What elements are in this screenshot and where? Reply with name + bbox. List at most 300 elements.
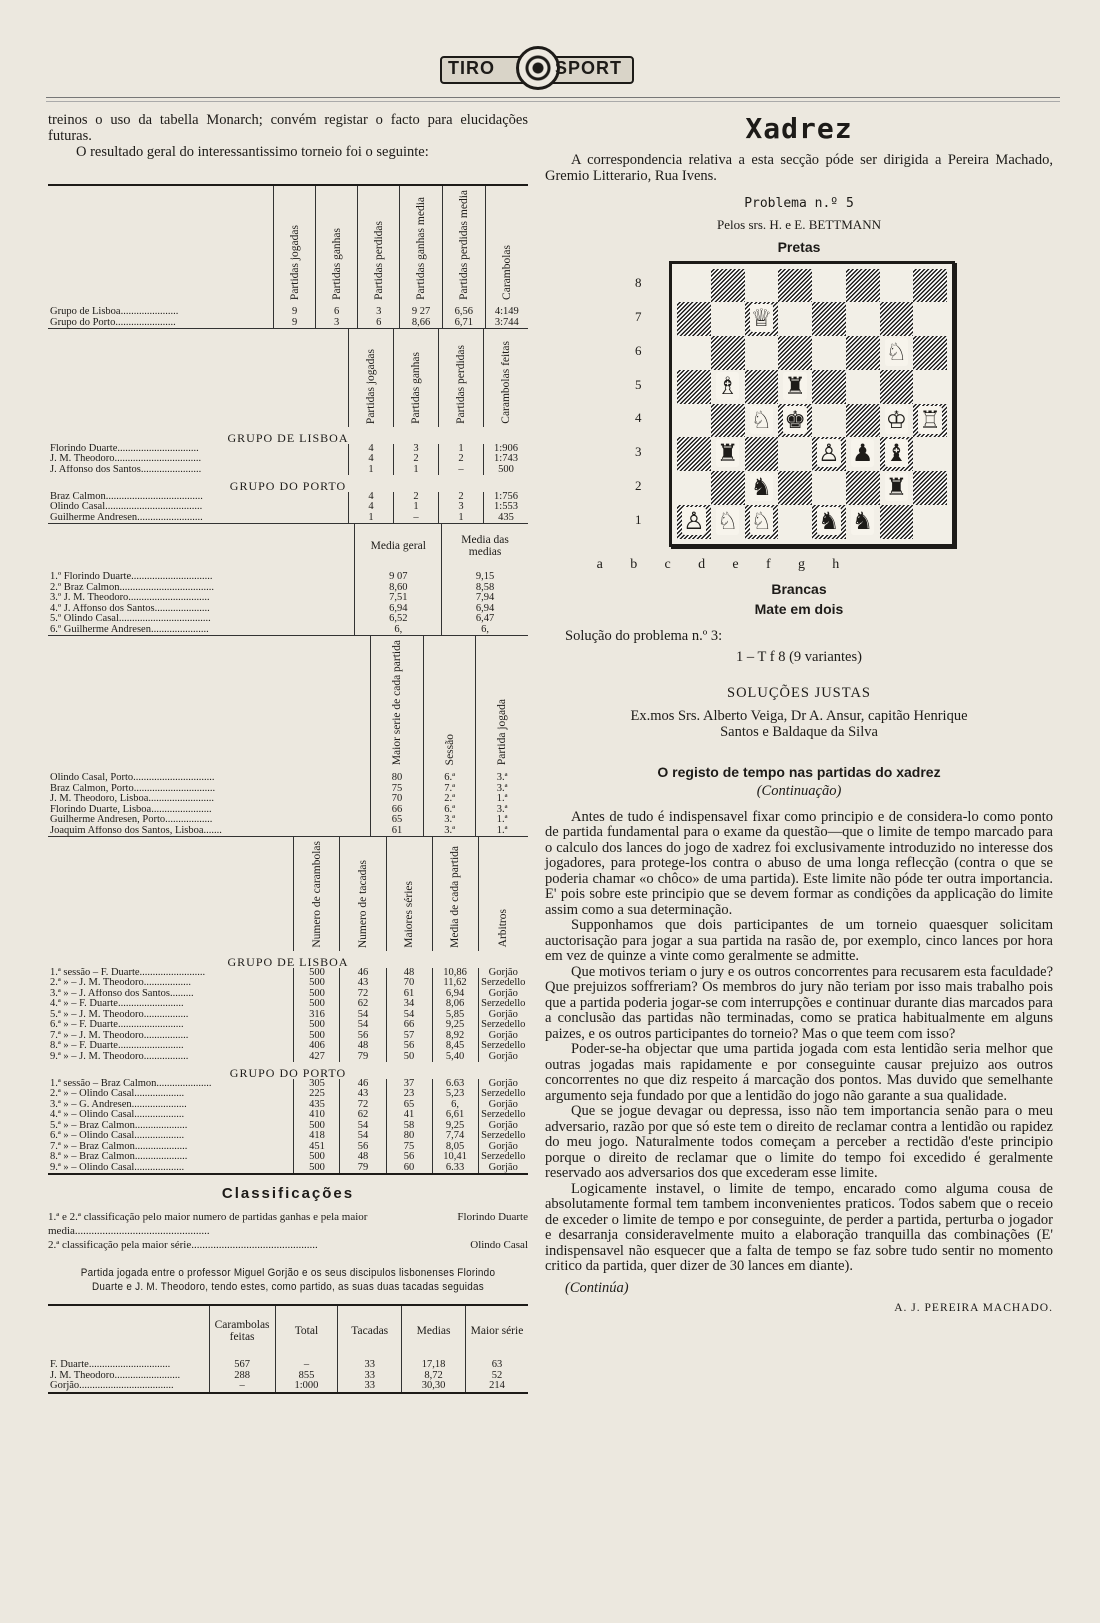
column-header-label: Arbitros [497, 909, 510, 948]
cell-value: 33 [338, 1371, 402, 1382]
white-label: Brancas [771, 580, 827, 597]
square-e3 [812, 437, 846, 471]
cell-value: 33 [338, 1381, 402, 1393]
cell-value: Gorjão [478, 1079, 528, 1090]
group-heading: GRUPO DE LISBOA [227, 955, 349, 970]
cell-value: 7.ª [423, 784, 476, 795]
column-header [386, 837, 432, 952]
cell-value: 57 [386, 1031, 432, 1042]
row-label: 2.ª » – Olindo Casal................... [50, 1089, 185, 1100]
row-label: Olindo Casal, Porto............................... [50, 772, 215, 784]
column-header-label: Partidas ganhas [410, 352, 422, 424]
cell-value: 63 [465, 1356, 528, 1371]
cell-value: 46 [340, 1079, 386, 1090]
header-spacer [48, 524, 355, 569]
header-row [48, 837, 528, 952]
square-d3 [778, 437, 812, 471]
row-label: Gorjão.................................... [48, 1381, 209, 1393]
sessions-table [48, 836, 528, 1175]
group-heading: GRUPO DO PORTO [229, 1066, 347, 1081]
row-label: 3.º J. M. Theodoro............................... [50, 593, 210, 604]
square-a5 [677, 370, 711, 404]
square-g1 [880, 505, 914, 539]
cell-value: 6,56 [442, 303, 485, 318]
table-row [48, 1052, 528, 1063]
row-label: 9.ª » – J. M. Theodoro................. [50, 1051, 189, 1062]
header-spacer [48, 185, 274, 303]
cell-value: Gorjão [478, 1142, 528, 1153]
table-row [48, 1381, 528, 1393]
article-paragraph: Logicamente instavel, o limite de tempo, encarado como alguma cousa de absolutamente formal tem tambem inconvenientes praticos. Todos sabem que o receio de exceder o limite de tempo e por conseguinte, de perder a partida, perturba o jogador e desarranja consideravelmente muito a elaboração tranquilla das combinações (E' indispensavel não esquecer que a falta de tempo se faz sobre tudo sentir no momento critico da partida, quer dizer de 30 lances em diante). [545, 1180, 1053, 1274]
cell-value: 70 [386, 978, 432, 989]
cell-value: 1.ª [476, 794, 528, 805]
cell-value: 1.ª [476, 815, 528, 826]
cell-value: 30,30 [402, 1381, 466, 1393]
square-f1 [846, 505, 880, 539]
cell-value: 4 [349, 492, 394, 503]
cell-value: 225 [294, 1089, 340, 1100]
chess-piece-icon: ♗ [716, 371, 739, 400]
chess-piece-icon: ♟ [851, 439, 874, 468]
cell-value: 3.ª [423, 826, 476, 837]
cell-value: 6,94 [355, 604, 442, 615]
article-paragraph: Que motivos teriam o jury e os outros concorrentes para recusarem esta faculdade? Que prejuizos soffreriam? Os membros do jury não teriam por isso mais trabalho pois que a partida poderia jogar-se com interrupções e continuar durante dias marcados para a conclusão das partidas não terminadas, como se pratica habitualmente em alguns paizes, e os outros participantes do torneio? Mas o que teem com isso? [545, 963, 1053, 1042]
rank-label: 2 [635, 477, 642, 493]
cell-value: Gorjão [478, 1052, 528, 1063]
header-rule-thin [46, 101, 1060, 102]
intro-text [48, 112, 528, 160]
cell-value: 17,18 [402, 1356, 466, 1371]
cell-value: 6.ª [423, 769, 476, 784]
cell-value: 8,72 [402, 1371, 466, 1382]
square-f8 [846, 269, 880, 303]
cell-value: 288 [209, 1371, 275, 1382]
table-row [48, 593, 528, 604]
cell-value: 500 [294, 1121, 340, 1132]
row-label: 5.ª » – J. M. Theodoro................. [50, 1009, 189, 1020]
row-label: J. M. Theodoro................................. [50, 454, 202, 465]
chess-piece-icon: ♜ [784, 371, 806, 400]
cell-value: 58 [386, 1121, 432, 1132]
black-label: Pretas [777, 238, 821, 255]
row-label: J. Affonso dos Santos....................... [50, 464, 202, 475]
group-heading: GRUPO DO PORTO [229, 479, 347, 494]
cell-value: Gorjão [478, 1100, 528, 1111]
cell-value: 56 [340, 1031, 386, 1042]
square-f6 [846, 336, 880, 370]
column-header [476, 636, 528, 769]
cell-value: 9 [274, 303, 316, 318]
article-body [545, 810, 1053, 1275]
group-heading: GRUPO DE LISBOA [227, 431, 349, 446]
table-row [48, 492, 528, 503]
square-d2 [778, 471, 812, 505]
square-c2 [745, 471, 779, 505]
square-h7 [913, 302, 947, 336]
square-f5 [846, 370, 880, 404]
column-header-label: Carambolas feitas [500, 341, 512, 424]
cell-value: Serzedello [478, 1110, 528, 1121]
square-e4 [812, 404, 846, 438]
cell-value: 6 [358, 318, 400, 329]
cell-value: 50 [386, 1052, 432, 1063]
row-label: 4.ª » – F. Duarte......................... [50, 999, 184, 1010]
intro-paragraph-2: O resultado geral do interessantissimo torneio foi o seguinte: [76, 144, 429, 160]
square-d6 [778, 336, 812, 370]
cell-value: 79 [340, 1163, 386, 1175]
table-row [48, 303, 528, 318]
cell-value: 9 07 [355, 568, 442, 583]
solutions-title: SOLUÇÕES JUSTAS [727, 684, 871, 701]
header-row [48, 636, 528, 769]
cell-value: 500 [294, 968, 340, 979]
cell-value: Serzedello [478, 1131, 528, 1142]
best-series-table [48, 635, 528, 836]
cell-value: 1:743 [484, 454, 529, 465]
cell-value: 1:906 [484, 444, 529, 455]
rank-label: 1 [635, 511, 642, 527]
square-f3 [846, 437, 880, 471]
classification-text: 2.ª classificação pela maior série.............................................. [48, 1239, 318, 1252]
cell-value: 427 [294, 1052, 340, 1063]
group-row [48, 475, 528, 492]
column-header-label: Partidas jogadas [365, 348, 377, 424]
row-label: 8.ª » – F. Duarte......................... [50, 1041, 184, 1052]
header-rule [46, 97, 1060, 98]
file-label: a [596, 556, 603, 572]
square-h2 [913, 471, 947, 505]
group-row [48, 1062, 528, 1079]
square-a8 [677, 269, 711, 303]
row-label: 7.ª » – Braz Calmon.................... [50, 1141, 188, 1152]
column-header-label: Partidas ganhas media [415, 197, 428, 300]
row-label: 4.º J. Affonso dos Santos..................... [50, 603, 210, 614]
file-label: g [797, 556, 805, 572]
square-a4 [677, 404, 711, 438]
table-row [48, 794, 528, 805]
solution-label: Solução do problema n.º 3: [565, 627, 723, 644]
chess-piece-icon: ♚ [784, 405, 806, 434]
column-header [484, 329, 529, 428]
column-header-label: Media de cada partida [449, 845, 462, 948]
row-label: Grupo do Porto....................... [50, 317, 176, 328]
table-row [48, 625, 528, 636]
cell-value: 435 [484, 513, 529, 524]
table-row [48, 568, 528, 583]
classification-list [48, 1210, 528, 1252]
cell-value: 43 [340, 1089, 386, 1100]
row-label: 3.ª » – J. Affonso dos Santos......... [50, 988, 194, 999]
row-label: Braz Calmon, Porto............................... [50, 783, 216, 794]
table-row [48, 1371, 528, 1382]
square-a1 [677, 505, 711, 539]
cell-value: 500 [294, 1031, 340, 1042]
table-row [48, 513, 528, 524]
column-header: Carambolas feitas [209, 1305, 275, 1356]
cell-value: 3.ª [476, 769, 528, 784]
cell-value: – [275, 1356, 338, 1371]
table-row [48, 1163, 528, 1175]
row-label: 2.º Braz Calmon.................................... [50, 582, 214, 593]
square-e2 [812, 471, 846, 505]
table-row [48, 1356, 528, 1371]
cell-value: – [394, 513, 439, 524]
cell-value: 48 [386, 968, 432, 979]
column-header-label: Numero de tacadas [356, 859, 369, 948]
masthead-logo [440, 42, 630, 88]
table-row [48, 769, 528, 784]
column-header [439, 329, 484, 428]
square-e8 [812, 269, 846, 303]
header-row [48, 185, 528, 303]
row-label: Florindo Duarte............................... [50, 443, 199, 454]
column-header: Medias [402, 1305, 466, 1356]
article-title: O registo de tempo nas partidas do xadrez [657, 764, 941, 780]
cell-value: 11,62 [432, 978, 478, 989]
header-spacer [48, 636, 371, 769]
classification-row [48, 1238, 528, 1252]
cell-value: 6,71 [442, 318, 485, 329]
header-row [48, 329, 528, 428]
chess-piece-icon: ♘ [885, 338, 908, 366]
cell-value: 8,60 [355, 583, 442, 594]
cell-value: Gorjão [478, 1121, 528, 1132]
row-label: 7.ª » – J. M. Theodoro................. [50, 1030, 189, 1041]
cell-value: 9 [274, 318, 316, 329]
cell-value: 9 27 [400, 303, 443, 318]
cell-value: 6,94 [442, 604, 528, 615]
cell-value: 4 [349, 454, 394, 465]
square-b7 [711, 302, 745, 336]
square-h3 [913, 437, 947, 471]
cell-value: 3:744 [485, 318, 528, 329]
cell-value: Serzedello [478, 1020, 528, 1031]
cell-value: 66 [386, 1020, 432, 1031]
cell-value: 5,23 [432, 1089, 478, 1100]
cell-value: 1 [349, 513, 394, 524]
cell-value: 9,15 [442, 568, 528, 583]
table-row [48, 815, 528, 826]
square-c8 [745, 269, 779, 303]
header-spacer [48, 329, 349, 428]
cell-value: 855 [275, 1371, 338, 1382]
classification-title: Classificações [221, 1185, 355, 1203]
rank-label: 7 [635, 309, 642, 325]
column-header [423, 636, 476, 769]
cell-value: Serzedello [478, 999, 528, 1010]
row-label: 6.º Guilherme Andresen...................... [50, 624, 209, 635]
square-g8 [880, 269, 914, 303]
classification-winner: Florindo Duarte [457, 1211, 528, 1224]
square-a3 [677, 437, 711, 471]
cell-value: 43 [340, 978, 386, 989]
rank-label: 6 [635, 342, 642, 358]
square-c1 [745, 505, 779, 539]
cell-value: 2 [439, 454, 484, 465]
square-c5 [745, 370, 779, 404]
intro-paragraph-1: treinos o uso da tabella Monarch; convém registar o facto para elucidações futuras. [48, 112, 528, 144]
cell-value: 500 [294, 1163, 340, 1175]
column-header-label: Partidas ganhas [330, 228, 343, 300]
cell-value: 3.ª [476, 784, 528, 795]
right-column [545, 112, 1053, 1314]
cell-value: 6.ª [423, 805, 476, 816]
cell-value: 8,05 [432, 1142, 478, 1153]
averages-table [48, 523, 528, 635]
row-label: 9.ª » – Olindo Casal................... [48, 1163, 294, 1175]
cell-value: Gorjão [478, 1031, 528, 1042]
cell-value: 56 [386, 1152, 432, 1163]
group-results-table [48, 184, 528, 328]
cell-value: 8,45 [432, 1041, 478, 1052]
cell-value: 62 [340, 1110, 386, 1121]
cell-value: 567 [209, 1356, 275, 1371]
row-label: 1.ª sessão – Braz Calmon..................... [50, 1078, 212, 1089]
cell-value: 8,06 [432, 999, 478, 1010]
cell-value: Serzedello [478, 978, 528, 989]
cell-value: 214 [465, 1381, 528, 1393]
table-row [48, 502, 528, 513]
cell-value: 3 [358, 303, 400, 318]
file-label: f [765, 556, 771, 572]
cell-value: Gorjão [478, 1163, 528, 1175]
row-label: Braz Calmon..................................... [50, 491, 203, 502]
cell-value: 6.63 [432, 1079, 478, 1090]
cell-value: Serzedello [478, 1041, 528, 1052]
cell-value: 6,94 [432, 989, 478, 1000]
cell-value: 75 [371, 784, 424, 795]
column-header [349, 329, 394, 428]
cell-value: 451 [294, 1142, 340, 1153]
square-c3 [745, 437, 779, 471]
cell-value: 1:756 [484, 492, 529, 503]
column-header-label: Partidas perdidas [455, 344, 467, 424]
square-h4 [913, 404, 947, 438]
cell-value: 406 [294, 1041, 340, 1052]
column-header-label: Sessão [443, 734, 456, 766]
left-column [48, 112, 528, 1394]
cell-value: 1 [394, 465, 439, 476]
to-be-continued: (Continúa) [565, 1279, 629, 1296]
chess-piece-icon: ♖ [919, 405, 941, 434]
file-label: h [832, 556, 840, 572]
column-header-label: Partidas jogadas [288, 224, 301, 300]
cell-value: 10,41 [432, 1152, 478, 1163]
cell-value: 6, [442, 625, 528, 636]
player-results-table [48, 328, 528, 523]
square-e5 [812, 370, 846, 404]
cell-value: 56 [386, 1041, 432, 1052]
cell-value: 4:149 [485, 303, 528, 318]
column-header: Media das medias [442, 524, 528, 569]
header-spacer [48, 1305, 209, 1356]
cell-value: 34 [386, 999, 432, 1010]
cell-value: 52 [465, 1371, 528, 1382]
square-e7 [812, 302, 846, 336]
cell-value: 9,25 [432, 1020, 478, 1031]
row-label: 4.ª » – Olindo Casal................... [50, 1110, 185, 1121]
exhibition-table [48, 1304, 528, 1394]
cell-value: 1:000 [275, 1381, 338, 1393]
target-icon [516, 46, 560, 90]
square-a6 [677, 336, 711, 370]
chess-intro [545, 153, 1053, 184]
chess-piece-icon: ♔ [885, 405, 908, 434]
square-e6 [812, 336, 846, 370]
cell-value: 500 [294, 999, 340, 1010]
cell-value: 500 [484, 465, 529, 476]
cell-value: 6, [355, 625, 442, 636]
chess-piece-icon: ♘ [750, 506, 773, 535]
column-header [340, 837, 386, 952]
header-spacer [48, 837, 294, 952]
rank-label: 5 [635, 376, 642, 392]
column-header [371, 636, 424, 769]
rank-label: 8 [635, 275, 642, 291]
cell-value: 6,61 [432, 1110, 478, 1121]
cell-value: 2 [439, 492, 484, 503]
row-label: Florindo Duarte, Lisboa....................... [50, 804, 212, 815]
solution-move: 1 – T f 8 (9 variantes) [736, 649, 862, 665]
column-header-label: Partida jogada [496, 699, 509, 766]
chess-piece-icon: ♜ [885, 473, 908, 501]
chess-piece-icon: ♕ [750, 304, 773, 333]
column-header [400, 185, 443, 303]
cell-value: 7,51 [355, 593, 442, 604]
chess-board [669, 261, 955, 547]
square-b6 [711, 336, 745, 370]
article-paragraph: Poder-se-ha objectar que uma partida jogada com esta lentidão seria melhor que outras jogadas mais rapidamente e por conseguinte causar prejuizo aos outros concorrentes no que diz respeito á marcação dos pontos. Mas duvido que semelhante argumento seja fundado por que a lentidão do jogo não garante a sua qualidade. [545, 1041, 1053, 1104]
row-label: 6.ª » – Olindo Casal................... [50, 1131, 185, 1142]
cell-value: Gorjão [478, 1010, 528, 1021]
row-label: Grupo de Lisboa...................... [50, 306, 179, 318]
group-row [48, 951, 528, 968]
chess-piece-icon: ♞ [851, 506, 874, 535]
square-f2 [846, 471, 880, 505]
cell-value: 8,92 [432, 1031, 478, 1042]
cell-value: 72 [340, 1100, 386, 1111]
column-header [442, 185, 485, 303]
column-header-label: Carambolas [500, 244, 513, 300]
masthead-right-word: SPORT [554, 58, 622, 78]
cell-value: 410 [294, 1110, 340, 1121]
chess-piece-icon: ♙ [818, 439, 840, 468]
classification-row [48, 1210, 528, 1238]
column-header-label: Maior serie de cada partida [390, 640, 403, 766]
file-label: d [698, 556, 706, 572]
cell-value: 1.ª [476, 826, 528, 837]
cell-value: 305 [294, 1079, 340, 1090]
square-d1 [778, 505, 812, 539]
mate-in-two: Mate em dois [754, 600, 844, 617]
row-label: F. Duarte............................... [50, 1359, 171, 1371]
cell-value: 500 [294, 978, 340, 989]
cell-value: 7,94 [442, 593, 528, 604]
cell-value: 2 [394, 492, 439, 503]
row-label: J. M. Theodoro......................... [50, 1370, 181, 1381]
cell-value: 62 [340, 999, 386, 1010]
row-label: 1.ª sessão – F. Duarte......................... [50, 967, 206, 978]
square-h6 [913, 336, 947, 370]
column-header [358, 185, 400, 303]
row-label: Joaquim Affonso dos Santos, Lisboa....... [50, 825, 222, 836]
square-g5 [880, 370, 914, 404]
cell-value: 8,66 [400, 318, 443, 329]
row-label: Guilherme Andresen......................... [50, 512, 203, 523]
cell-value: 61 [371, 826, 424, 837]
cell-value: 70 [371, 794, 424, 805]
cell-value: 60 [386, 1163, 432, 1175]
